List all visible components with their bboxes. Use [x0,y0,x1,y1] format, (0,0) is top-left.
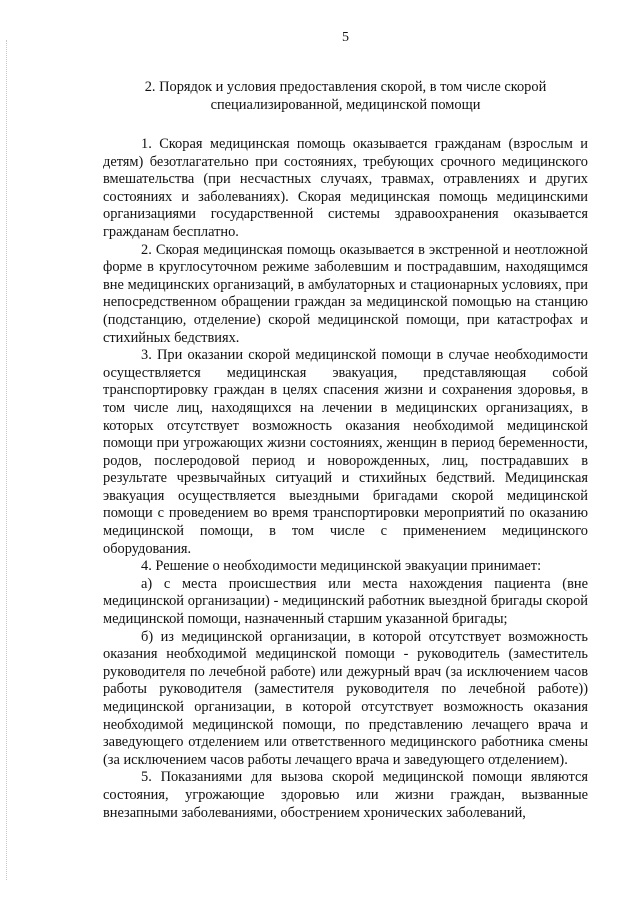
paragraph-4: 4. Решение о необходимости медицинской эвакуации принимает: [141,558,542,575]
section-heading-line-1: 2. Порядок и условия предоставления скорой, в том числе скорой [144,79,547,95]
left-margin-marks [6,40,15,880]
paragraph-4b: б) из медицинской организации, в которой отсутствует возможность оказания необходимой медицинской помощи - руководитель (заместитель руководителя по лечебной работе) или дежурный врач (за исключением часов работы руководителя (заместителя руководителя по лечебной работе)) медицинской организации, в которой отсутствует возможность оказания необходимой медицинской помощи, по представлению лечащего врача и заведующего отделением или ответственного медицинского работника смены (за исключением часов работы лечащего врача и заведующего отделением). [103,628,588,768]
paragraph-4a: а) с места происшествия или места нахождения пациента (вне медицинской организации) - медицинский работник выездной бригады скорой медицинской помощи, назначенный старшим указанной бригады; [103,575,588,628]
page-number: 5 [342,30,349,45]
paragraph-2: 2. Скорая медицинская помощь оказывается в экстренной и неотложной форме в круглосуточном режиме заболевшим и пострадавшим, находящимся вне медицинских организаций, в амбулаторных и стационарных условиях, при непосредственном обращении граждан за медицинской помощью на станцию (подстанцию, отделение) скорой медицинской помощи, при катастрофах и стихийных бедствиях. [103,241,588,346]
paragraph-1: 1. Скорая медицинская помощь оказывается гражданам (взрослым и детям) безотлагательно при состояниях, требующих срочного медицинского вмешательства (при несчастных случаях, травмах, отравлениях и других состояниях и заболеваниях). Скорая медицинская помощь медицинскими организациями государственной системы здравоохранения оказывается гражданам бесплатно. [103,136,588,240]
section-heading [103,78,588,114]
document-page [103,30,588,822]
section-heading-line-2: специализированной, медицинской помощи [210,97,481,113]
paragraph-5: 5. Показаниями для вызова скорой медицинской помощи являются состояния, угрожающие здоровью или жизни граждан, вызванные внезапными заболеваниями, обострением хронических заболеваний, [103,769,588,821]
paragraph-3: 3. При оказании скорой медицинской помощи в случае необходимости осуществляется медицинская эвакуация, представляющая собой транспортировку граждан в целях спасения жизни и сохранения здоровья, в том числе лиц, находящихся на лечении в медицинских организациях, в которых отсутствует возможность оказания необходимой медицинской помощи при угрожающих жизни состояниях, женщин в период беременности, родов, послеродовой период и новорожденных, лиц, пострадавших в результате чрезвычайных ситуаций и стихийных бедствий. Медицинская эвакуация осуществляется выездными бригадами скорой медицинской помощи с проведением во время транспортировки мероприятий по оказанию медицинской помощи, в том числе с применением медицинского оборудования. [103,347,588,557]
